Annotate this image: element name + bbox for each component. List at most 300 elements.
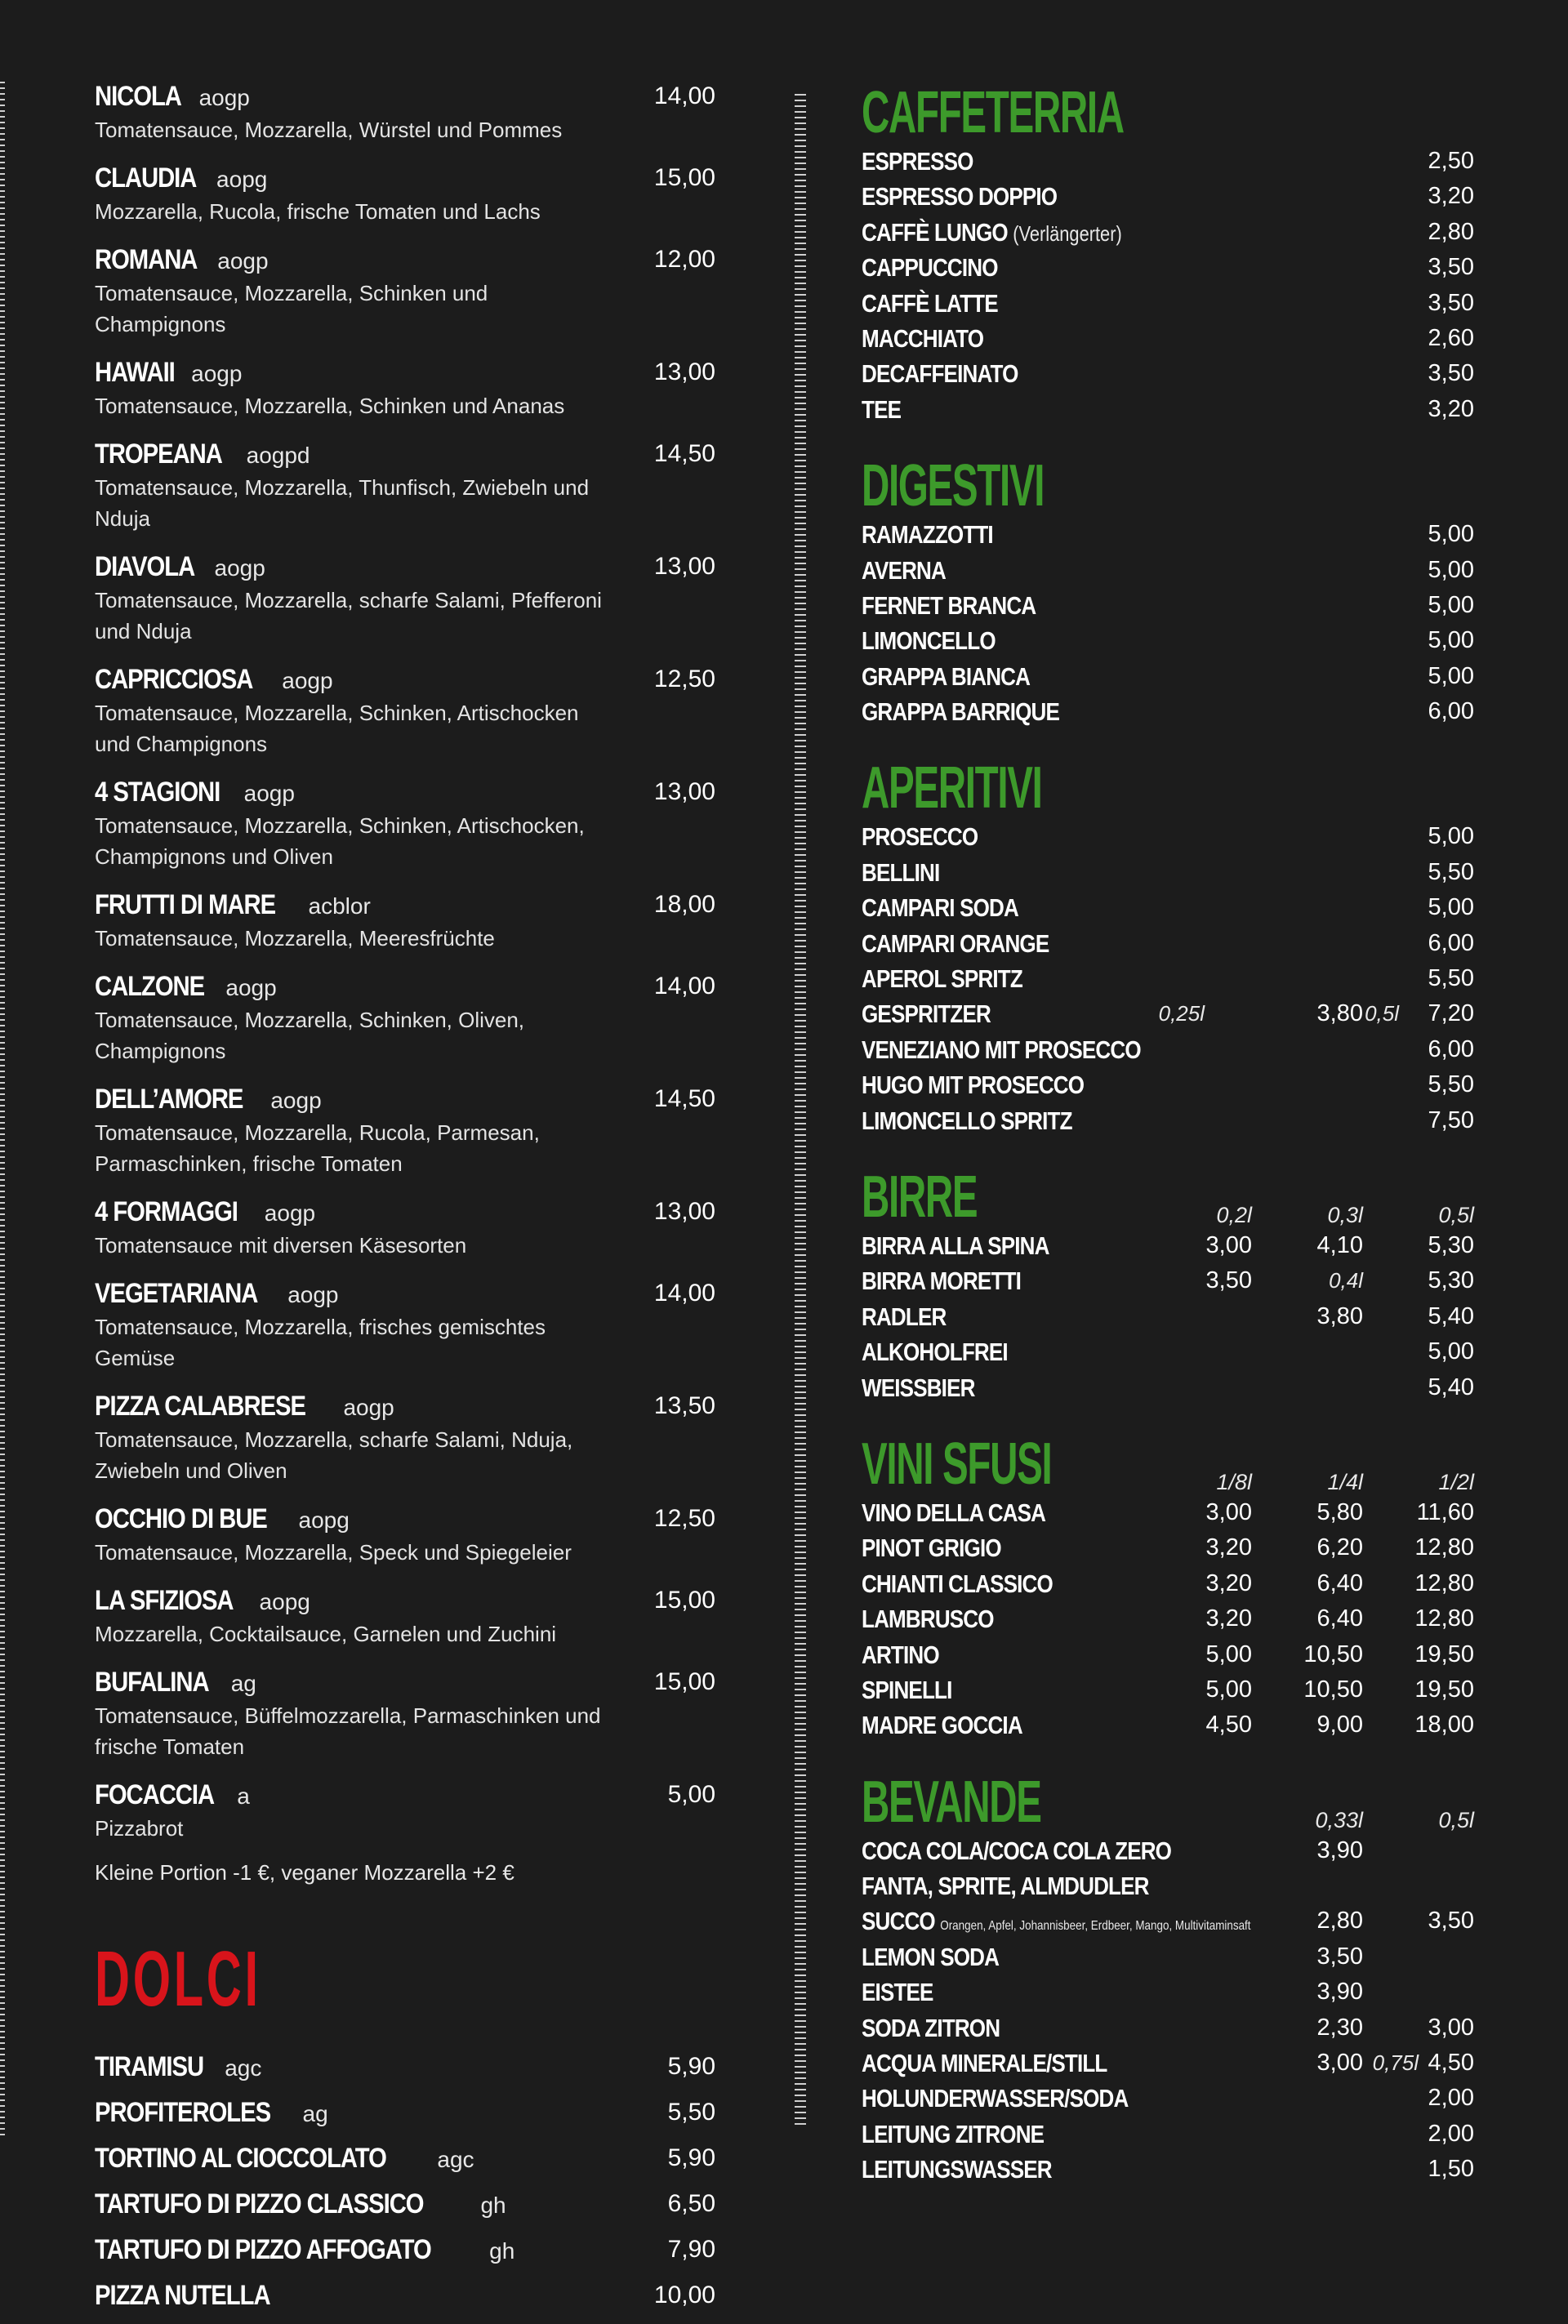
- item-name: [862, 2117, 1044, 2152]
- dolce-code: ag: [302, 2101, 328, 2126]
- menu-row: [862, 1601, 1474, 1636]
- pizza-name: DIAVOLA: [95, 551, 195, 582]
- menu-row: [862, 1067, 1474, 1102]
- menu-row: [862, 1566, 1474, 1601]
- item-price: 5,00: [1428, 591, 1474, 618]
- item-price: 5,40: [1428, 1302, 1474, 1329]
- item-price: 3,20: [1205, 1569, 1252, 1596]
- section-bevande: [862, 1771, 1474, 2188]
- pizza-price: 12,00: [653, 246, 715, 273]
- pizza-item: [95, 242, 715, 340]
- pizza-price: 12,50: [653, 666, 715, 692]
- pizza-name: FRUTTI DI MARE: [95, 889, 276, 920]
- item-name-text: HOLUNDERWASSER/SODA: [862, 2084, 1129, 2113]
- dolce-code: gh: [489, 2238, 515, 2264]
- section-digestivi: [862, 455, 1474, 729]
- item-name: [862, 250, 998, 285]
- pizza-item: [95, 968, 715, 1066]
- item-name: [862, 1975, 933, 2010]
- item-name: [862, 1032, 1141, 1067]
- item-price: 2,80: [1428, 218, 1474, 245]
- item-price: 7,20: [1428, 1000, 1474, 1027]
- item-name-text: FERNET BRANCA: [862, 590, 1036, 620]
- pizza-code: aogp: [217, 248, 269, 274]
- item-name-text: CHIANTI CLASSICO: [862, 1569, 1053, 1598]
- item-price: 2,80: [1316, 1908, 1363, 1934]
- pizza-name: LA SFIZIOSA: [95, 1585, 234, 1616]
- item-price: 5,30: [1428, 1231, 1474, 1258]
- dolce-code: agc: [225, 2055, 262, 2081]
- pizza-head: [95, 160, 617, 196]
- item-name-text: TEE: [862, 394, 902, 424]
- item-name: [862, 2081, 1128, 2116]
- menu-row: [862, 250, 1474, 285]
- menu-row: [862, 1903, 1474, 1939]
- item-name-text: ARTINO: [862, 1640, 939, 1669]
- item-price: 10,50: [1303, 1676, 1363, 1703]
- item-name: [862, 1263, 1021, 1298]
- size-label: 0,5l: [1365, 1001, 1399, 1026]
- item-name-text: ACQUA MINERALE/STILL: [862, 2049, 1107, 2078]
- item-name: [862, 1103, 1072, 1138]
- section-birre: [862, 1166, 1474, 1405]
- menu-row: [862, 926, 1474, 961]
- item-name: [862, 356, 1018, 391]
- dolce-item: [95, 2044, 715, 2090]
- item-price: 3,20: [1428, 395, 1474, 422]
- pizza-text: [95, 887, 617, 954]
- item-price: 3,50: [1205, 1267, 1252, 1294]
- item-price: 6,40: [1316, 1605, 1363, 1632]
- pizza-head: [95, 78, 617, 114]
- item-price: 5,00: [1205, 1676, 1252, 1703]
- pizza-item: [95, 661, 715, 759]
- dolce-price: 7,90: [667, 2236, 715, 2263]
- item-name-text: LEITUNG ZITRONE: [862, 2119, 1045, 2148]
- menu-row: [862, 819, 1474, 854]
- item-price: 0,4l: [1329, 1268, 1363, 1293]
- section-title: DIGESTIVI: [862, 453, 1045, 519]
- item-name-text: LIMONCELLO: [862, 626, 996, 656]
- menu-row: [862, 356, 1474, 391]
- pizza-text: [95, 549, 617, 647]
- item-price: 5,00: [1428, 1338, 1474, 1365]
- pizza-head: [95, 1777, 617, 1813]
- item-price: 2,50: [1428, 148, 1474, 174]
- item-name-text: VENEZIANO MIT PROSECCO: [862, 1035, 1141, 1064]
- menu-row: [862, 1263, 1474, 1298]
- pizza-price: 18,00: [653, 891, 715, 918]
- item-price: 10,50: [1303, 1641, 1363, 1667]
- menu-row: [862, 1032, 1474, 1067]
- section-header: [862, 1771, 1474, 1833]
- item-name-text: GESPRITZER: [862, 999, 991, 1029]
- item-name: [862, 517, 993, 552]
- pizza-description: Tomatensauce, Mozzarella, Thunfisch, Zwiebeln und Nduja: [95, 475, 590, 531]
- section-header: [862, 82, 1474, 144]
- item-price: 3,00: [1205, 1498, 1252, 1525]
- item-name-text: RAMAZZOTTI: [862, 520, 993, 550]
- pizza-name: 4 FORMAGGI: [95, 1196, 238, 1227]
- pizza-price: 15,00: [653, 164, 715, 191]
- item-name-text: CAPPUCCINO: [862, 253, 998, 283]
- item-price: 6,40: [1316, 1569, 1363, 1596]
- menu-row: [862, 321, 1474, 356]
- item-price: 3,20: [1205, 1534, 1252, 1561]
- item-name: [862, 1067, 1084, 1102]
- pizza-code: aogp: [214, 555, 265, 581]
- menu-row: [862, 890, 1474, 925]
- menu-row: [862, 623, 1474, 658]
- dolce-text: [95, 2135, 474, 2181]
- item-name-text: DECAFFEINATO: [862, 359, 1018, 389]
- menu-row: [862, 553, 1474, 588]
- pizza-item: [95, 887, 715, 954]
- item-price: 3,50: [1428, 360, 1474, 387]
- item-name: [862, 392, 901, 427]
- pizza-description: Tomatensauce, Mozzarella, Schinken, Artischocken und Champignons: [95, 701, 579, 756]
- item-name: [862, 890, 1018, 925]
- pizza-text: [95, 1276, 617, 1373]
- item-price-small: 3,80: [1316, 1000, 1363, 1027]
- pizza-head: [95, 549, 617, 585]
- pizza-name: NICOLA: [95, 81, 181, 112]
- section-title: BEVANDE: [862, 1769, 1041, 1835]
- pizza-text: [95, 436, 617, 534]
- pizza-code: aogp: [198, 85, 250, 110]
- item-price: 3,90: [1316, 1979, 1363, 2006]
- pizza-price: 14,00: [653, 973, 715, 999]
- menu-row: [862, 659, 1474, 694]
- item-name-text: APEROL SPRITZ: [862, 964, 1022, 994]
- column-header: 0,5l: [1438, 1202, 1474, 1227]
- dolce-code: gh: [480, 2193, 506, 2218]
- menu-row: [862, 1530, 1474, 1565]
- pizza-price: 13,00: [653, 1198, 715, 1225]
- pizza-item: [95, 1388, 715, 1486]
- pizza-code: aogp: [287, 1282, 339, 1307]
- item-name-text: COCA COLA/COCA COLA ZERO: [862, 1836, 1172, 1865]
- item-name-text: SPINELLI: [862, 1675, 952, 1704]
- section-header: [862, 455, 1474, 517]
- pizza-code: aogp: [191, 361, 243, 386]
- pizza-text: [95, 968, 617, 1066]
- menu-row: [862, 1939, 1474, 1975]
- pizza-price: 15,00: [653, 1668, 715, 1695]
- item-name: [862, 623, 996, 658]
- item-name-text: ALKOHOLFREI: [862, 1338, 1008, 1367]
- dolce-name: TARTUFO DI PIZZO AFFOGATO: [95, 2234, 431, 2265]
- item-name: [862, 1707, 1022, 1743]
- pizza-head: [95, 774, 617, 810]
- item-name-text: BIRRA ALLA SPINA: [862, 1231, 1049, 1260]
- menu-row: [862, 517, 1474, 552]
- item-note: (Verlängerter): [1013, 220, 1122, 246]
- item-price: 1,50: [1428, 2156, 1474, 2183]
- pizza-text: [95, 1664, 617, 1762]
- item-name: [862, 855, 939, 890]
- item-name-text: SUCCO: [862, 1907, 935, 1936]
- pizza-head: [95, 1388, 617, 1424]
- item-price: 3,80: [1316, 1302, 1363, 1329]
- item-name-text: PROSECCO: [862, 822, 978, 852]
- pizza-text: [95, 774, 617, 872]
- section-header: [862, 757, 1474, 819]
- dolce-text: [95, 2181, 506, 2227]
- pizza-head: [95, 1583, 617, 1618]
- pizza-item: [95, 1194, 715, 1261]
- item-price: 7,50: [1428, 1106, 1474, 1133]
- item-name: [862, 1833, 1171, 1868]
- item-price: 5,50: [1428, 858, 1474, 885]
- item-price: 3,00: [1316, 2050, 1363, 2077]
- item-price: 12,80: [1414, 1605, 1474, 1632]
- item-name: [862, 961, 1022, 996]
- item-name: [862, 1868, 1149, 1903]
- item-price: 18,00: [1414, 1712, 1474, 1739]
- menu-row: [862, 1370, 1474, 1405]
- pizza-note: Kleine Portion -1 €, veganer Mozzarella +2 €: [95, 1860, 514, 1885]
- pizza-description: Tomatensauce, Mozzarella, frisches gemischtes Gemüse: [95, 1315, 546, 1370]
- pizza-description: Tomatensauce mit diversen Käsesorten: [95, 1233, 467, 1258]
- dolci-list: [95, 2044, 715, 2318]
- item-name-text: LAMBRUSCO: [862, 1605, 994, 1634]
- item-price: 4,10: [1316, 1231, 1363, 1258]
- item-name: [862, 659, 1030, 694]
- pizza-code: aopg: [259, 1589, 310, 1614]
- pizza-name: TROPEANA: [95, 439, 222, 470]
- item-price: 3,00: [1428, 2014, 1474, 2041]
- pizza-head: [95, 1194, 617, 1230]
- item-price: 5,50: [1428, 965, 1474, 992]
- item-price: 3,20: [1205, 1605, 1252, 1632]
- item-price: 5,00: [1428, 521, 1474, 548]
- item-name: [862, 1370, 975, 1405]
- pizza-price: 13,00: [653, 778, 715, 805]
- pizza-description: Mozzarella, Cocktailsauce, Garnelen und Zuchini: [95, 1622, 557, 1646]
- dolce-price: 5,90: [667, 2053, 715, 2080]
- pizza-description: Tomatensauce, Mozzarella, scharfe Salami, Pfefferoni und Nduja: [95, 588, 602, 643]
- item-price: 2,30: [1316, 2014, 1363, 2041]
- item-price: 6,00: [1428, 1035, 1474, 1062]
- menu-row: [862, 1672, 1474, 1707]
- item-name: [862, 1903, 1251, 1943]
- menu-row: [862, 2081, 1474, 2116]
- item-name-text: WEISSBIER: [862, 1373, 975, 1402]
- pizza-code: aogp: [282, 668, 333, 693]
- item-name-text: HUGO MIT PROSECCO: [862, 1071, 1085, 1100]
- item-name-text: EISTEE: [862, 1978, 933, 2007]
- item-price: 3,90: [1316, 1836, 1363, 1863]
- dolce-item: [95, 2227, 715, 2273]
- item-price: 5,40: [1428, 1373, 1474, 1400]
- pizza-code: aogp: [343, 1395, 394, 1420]
- pizza-name: ROMANA: [95, 244, 198, 275]
- column-header: 0,33l: [1315, 1807, 1363, 1832]
- item-price: 5,00: [1428, 556, 1474, 583]
- pizza-price: 13,00: [653, 553, 715, 580]
- pizza-head: [95, 354, 617, 390]
- dolce-price: 5,50: [667, 2099, 715, 2126]
- pizza-text: [95, 1194, 617, 1261]
- pizza-head: [95, 436, 617, 472]
- item-name: [862, 694, 1059, 729]
- menu-row: [862, 1637, 1474, 1672]
- dolci-title: DOLCI: [95, 1935, 261, 2023]
- pizza-description: Tomatensauce, Mozzarella, Rucola, Parmesan, Parmaschinken, frische Tomaten: [95, 1120, 540, 1176]
- pizza-item: [95, 436, 715, 534]
- pizza-head: [95, 1081, 617, 1117]
- pizza-head: [95, 1276, 617, 1311]
- section-title: APERITIVI: [862, 755, 1042, 821]
- section-caffetteria: [862, 82, 1474, 427]
- dolce-price: 10,00: [653, 2282, 715, 2308]
- item-name-text: AVERNA: [862, 555, 946, 585]
- item-price: 6,00: [1428, 698, 1474, 725]
- menu-row: [862, 1833, 1474, 1868]
- pizza-text: [95, 160, 617, 227]
- item-name-text: CAFFÈ LATTE: [862, 288, 998, 318]
- pizza-description: Tomatensauce, Mozzarella, Speck und Spiegeleier: [95, 1540, 572, 1565]
- item-name: [862, 215, 1122, 252]
- menu-row: [862, 179, 1474, 214]
- item-name: [862, 996, 991, 1031]
- pizza-code: aogpd: [246, 443, 310, 468]
- pizza-price: 14,00: [653, 1280, 715, 1307]
- dolce-text: [95, 2227, 514, 2273]
- column-header: 1/2l: [1438, 1469, 1474, 1494]
- item-name-text: BIRRA MORETTI: [862, 1267, 1021, 1296]
- pizza-code: ag: [230, 1671, 256, 1696]
- dolce-text: [95, 2273, 298, 2318]
- pizza-name: CAPRICCIOSA: [95, 664, 253, 695]
- item-name-text: MACCHIATO: [862, 323, 984, 353]
- item-name: [862, 819, 978, 854]
- menu-row: [862, 2117, 1474, 2152]
- pizza-description: Tomatensauce, Mozzarella, Schinken, Oliven, Champignons: [95, 1008, 525, 1063]
- section-title: VINI SFUSI: [862, 1431, 1052, 1497]
- pizza-description: Pizzabrot: [95, 1816, 184, 1841]
- item-name-text: VINO DELLA CASA: [862, 1498, 1046, 1527]
- item-name-text: ESPRESSO DOPPIO: [862, 182, 1058, 211]
- item-note: Orangen, Apfel, Johannisbeer, Erdbeer, Mango, Multivitaminsaft: [940, 1919, 1251, 1934]
- pizza-price: 13,00: [653, 358, 715, 385]
- dolce-name: TORTINO AL CIOCCOLATO: [95, 2143, 386, 2174]
- menu-row: [862, 588, 1474, 623]
- item-price: 6,00: [1428, 929, 1474, 956]
- item-name-text: RADLER: [862, 1302, 947, 1331]
- pizza-price: 13,50: [653, 1392, 715, 1419]
- pizza-description: Tomatensauce, Mozzarella, Würstel und Pommes: [95, 118, 563, 142]
- pizza-text: [95, 354, 617, 421]
- item-price: 19,50: [1414, 1641, 1474, 1667]
- pizza-name: DELL’AMORE: [95, 1084, 243, 1115]
- dolce-name: TARTUFO DI PIZZO CLASSICO: [95, 2188, 424, 2219]
- item-price: 5,00: [1205, 1641, 1252, 1667]
- menu-row: [862, 1495, 1474, 1530]
- pizza-item: [95, 1583, 715, 1650]
- pizza-description: Tomatensauce, Büffelmozzarella, Parmaschinken und frische Tomaten: [95, 1703, 601, 1759]
- pizza-name: VEGETARIANA: [95, 1278, 258, 1309]
- column-header: 0,2l: [1216, 1202, 1252, 1227]
- item-name: [862, 179, 1057, 214]
- item-name: [862, 926, 1049, 961]
- pizza-item: [95, 1777, 715, 1844]
- dolce-item: [95, 2181, 715, 2227]
- item-price: 3,20: [1428, 183, 1474, 210]
- item-name-text: CAMPARI ORANGE: [862, 928, 1049, 958]
- pizza-code: aogp: [243, 781, 295, 806]
- pizza-code: acblor: [308, 893, 371, 919]
- column-header: 1/4l: [1327, 1469, 1363, 1494]
- size-label: 0,25l: [1158, 1001, 1205, 1026]
- drinks-column: [862, 82, 1474, 2215]
- pizza-description: Tomatensauce, Mozzarella, scharfe Salami, Nduja, Zwiebeln und Oliven: [95, 1427, 573, 1483]
- pizza-list: [95, 78, 715, 1844]
- item-price: 3,50: [1428, 254, 1474, 281]
- pizza-name: OCCHIO DI BUE: [95, 1503, 267, 1534]
- item-name: [862, 286, 998, 321]
- item-name: [862, 1566, 1053, 1601]
- pizza-name: FOCACCIA: [95, 1779, 215, 1810]
- menu-row: [862, 1299, 1474, 1334]
- pizza-description: Tomatensauce, Mozzarella, Schinken, Artischocken, Champignons und Oliven: [95, 813, 585, 869]
- item-price: 11,60: [1416, 1498, 1474, 1525]
- pizza-item: [95, 354, 715, 421]
- pizza-column: [95, 78, 715, 2318]
- dolce-price: 5,90: [667, 2144, 715, 2171]
- pizza-item: [95, 1501, 715, 1568]
- pizza-head: [95, 242, 617, 278]
- pizza-code: aogp: [264, 1200, 316, 1226]
- pizza-item: [95, 774, 715, 872]
- pizza-item: [95, 78, 715, 145]
- menu-row: [862, 961, 1474, 996]
- pizza-price: 5,00: [667, 1781, 715, 1808]
- item-name-text: PINOT GRIGIO: [862, 1534, 1001, 1563]
- item-price: 2,00: [1428, 2120, 1474, 2147]
- menu-row: [862, 144, 1474, 179]
- pizza-price: 15,00: [653, 1587, 715, 1614]
- item-price: 3,50: [1428, 1908, 1474, 1934]
- column-header: 1/8l: [1216, 1469, 1252, 1494]
- item-price: 2,00: [1428, 2085, 1474, 2112]
- column-header: 0,5l: [1438, 1807, 1474, 1832]
- item-name-text: ESPRESSO: [862, 147, 973, 176]
- item-name: [862, 553, 946, 588]
- item-price: 5,30: [1428, 1267, 1474, 1294]
- item-price: 3,50: [1428, 289, 1474, 316]
- dolce-code: agc: [437, 2147, 474, 2172]
- pizza-item: [95, 1664, 715, 1762]
- pizza-description: Tomatensauce, Mozzarella, Schinken und Ananas: [95, 394, 565, 418]
- item-price: 19,50: [1414, 1676, 1474, 1703]
- pizza-head: [95, 1664, 617, 1700]
- item-name: [862, 1601, 994, 1636]
- column-header: 0,3l: [1327, 1202, 1363, 1227]
- section-header: [862, 1166, 1474, 1228]
- pizza-code: aopg: [216, 167, 268, 192]
- item-name-text: CAFFÈ LUNGO: [862, 217, 1008, 247]
- menu-row: [862, 996, 1474, 1031]
- menu-row: [862, 1103, 1474, 1138]
- item-price: 12,80: [1414, 1569, 1474, 1596]
- item-name: [862, 2010, 1000, 2046]
- pizza-code: a: [237, 1783, 250, 1809]
- pizza-name: PIZZA CALABRESE: [95, 1391, 305, 1422]
- item-name-text: FANTA, SPRITE, ALMDUDLER: [862, 1872, 1149, 1901]
- item-price: 4,50: [1205, 1712, 1252, 1739]
